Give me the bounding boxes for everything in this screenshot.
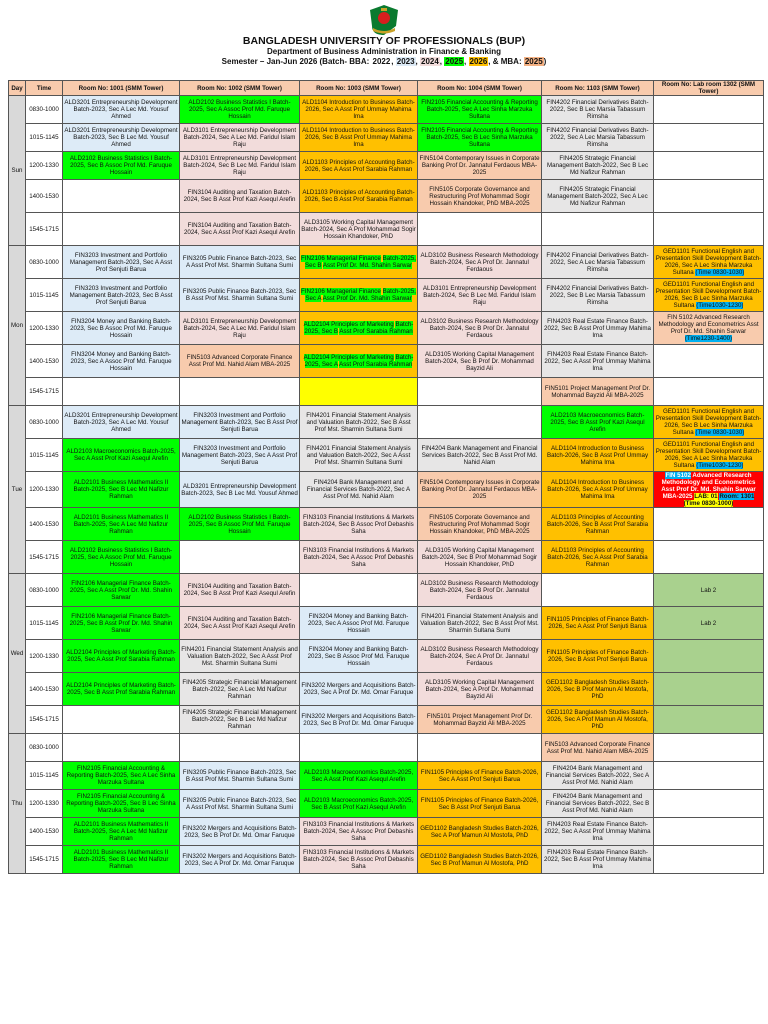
table-row bbox=[9, 345, 764, 378]
class-cell: ALD2104 Principles of Marketing Batch-2025, Sec A Asst Prof Sarabia Rahman bbox=[63, 640, 180, 673]
class-cell: FIN5103 Advanced Corporate Finance Asst Prof Md. Nahid Alam MBA-2025 bbox=[180, 345, 300, 378]
class-cell: ALD2102 Business Statistics I Batch-2025, Sec B Assoc Prof Md. Faruque Hossain bbox=[63, 152, 180, 180]
lab-cell: Lab 2 bbox=[654, 574, 764, 607]
class-cell: FIN4205 Strategic Financial Management Batch-2022, Sec B Lec Md Nafizur Rahman bbox=[542, 152, 654, 180]
class-cell: ALD2103 Macroeconomics Batch-2025, Sec B Asst Prof Kazi Asequl Arefin bbox=[300, 790, 418, 818]
table-row bbox=[9, 640, 764, 673]
class-cell: FIN2105 Financial Accounting & Reporting Batch-2025, Sec B Lec Sinha Marzuka Sultana bbox=[418, 124, 542, 152]
time-cell: 0830-1000 bbox=[26, 406, 63, 439]
course-teacher: Asst Prof Dr. Md. Shahin Sarwar bbox=[322, 295, 412, 302]
table-row bbox=[9, 246, 764, 279]
course-info: FIN 5102 Advanced Research Methodology and Econometrics Asst Prof Dr. Md. Shahin Sarwar bbox=[658, 314, 759, 335]
empty-cell bbox=[654, 846, 764, 874]
course-batch: Batch-2025, Sec B bbox=[305, 255, 416, 269]
time-cell: 1400-1530 bbox=[26, 508, 63, 541]
class-cell: FIN3204 Money and Banking Batch-2023, Sec B Assoc Prof Md. Faruque Hossain bbox=[300, 640, 418, 673]
table-row bbox=[9, 378, 764, 406]
class-cell: FIN3203 Investment and Portfolio Management Batch-2023, Sec B Asst Prof Senjuti Barua bbox=[180, 406, 300, 439]
day-mon: Mon bbox=[9, 246, 26, 406]
class-cell: FIN4201 Financial Statement Analysis and Valuation Batch-2022, Sec B Asst Prof Mst. Sharmin Sultana Sumi bbox=[300, 406, 418, 439]
empty-cell bbox=[180, 541, 300, 574]
lab-cell bbox=[654, 673, 764, 706]
col-time: Time bbox=[26, 81, 63, 96]
table-row bbox=[9, 607, 764, 640]
empty-cell bbox=[180, 378, 300, 406]
class-cell: ALD3105 Working Capital Management Batch-2024, Sec B Prof Mohammad Sogir Hossain Khandoker, PhD bbox=[418, 541, 542, 574]
class-cell bbox=[300, 279, 418, 312]
table-row bbox=[9, 96, 764, 124]
class-cell: FIN5105 Corporate Governance and Restructuring Prof Mohammad Sogir Hossain Khandoker, PhD MBA-2025 bbox=[418, 180, 542, 213]
course-time: (Time1030-1230) bbox=[696, 462, 744, 469]
class-cell: ALD1104 Introduction to Business Batch-2026, Sec B Asst Prof Ummay Mahima Ima bbox=[542, 439, 654, 472]
empty-cell bbox=[418, 734, 542, 762]
empty-cell bbox=[63, 378, 180, 406]
mba-prefix: , & MBA: bbox=[488, 57, 524, 66]
class-cell bbox=[654, 439, 764, 472]
course-info: GED1101 Functional English and Presentation Skill Development Batch-2026, Sec A Lec Sinha Marzuka Sultana bbox=[655, 441, 762, 469]
course-time: (Time1030-1230) bbox=[696, 302, 744, 309]
time-cell: 1545-1715 bbox=[26, 213, 63, 246]
class-cell: FIN3103 Financial Institutions & Markets Batch-2024, Sec A Assoc Prof Debashis Saha bbox=[300, 818, 418, 846]
batch-2025: 2025 bbox=[445, 57, 464, 66]
time-cell: 1545-1715 bbox=[26, 541, 63, 574]
class-cell: FIN4203 Real Estate Finance Batch-2022, Sec A Asst Prof Ummay Mahima Ima bbox=[542, 818, 654, 846]
time-cell: 1545-1715 bbox=[26, 706, 63, 734]
class-cell: ALD1103 Principles of Accounting Batch-2026, Sec B Asst Prof Sarabia Rahman bbox=[542, 508, 654, 541]
empty-cell bbox=[654, 541, 764, 574]
class-cell: FIN4202 Financial Derivatives Batch-2022, Sec A Lec Marsia Tabassum Rimsha bbox=[542, 246, 654, 279]
day-tue: Tue bbox=[9, 406, 26, 574]
class-cell: ALD2102 Business Statistics I Batch-2025, Sec A Assoc Prof Md. Faruque Hossain bbox=[63, 541, 180, 574]
lab-label: LAB: 01 bbox=[694, 493, 718, 500]
class-cell: FIN5103 Advanced Corporate Finance Asst Prof Md. Nahid Alam MBA-2025 bbox=[542, 734, 654, 762]
time-cell: 1400-1530 bbox=[26, 345, 63, 378]
class-cell: FIN1105 Principles of Finance Batch-2026, Sec A Asst Prof Senjuti Barua bbox=[418, 762, 542, 790]
class-cell: FIN3202 Mergers and Acquisitions Batch-2023, Sec A Prof Dr. Md. Omar Faruque bbox=[300, 673, 418, 706]
department-name: Department of Business Administration in Finance & Banking bbox=[267, 47, 501, 56]
empty-cell bbox=[63, 706, 180, 734]
class-cell: FIN3104 Auditing and Taxation Batch-2024, Sec A Asst Prof Kazi Asequl Arefin bbox=[180, 607, 300, 640]
table-row bbox=[9, 152, 764, 180]
room-label: Room: 1301 bbox=[719, 493, 755, 500]
university-title: BANGLADESH UNIVERSITY OF PROFESSIONALS (BUP) bbox=[242, 35, 526, 47]
table-row bbox=[9, 439, 764, 472]
empty-cell bbox=[654, 213, 764, 246]
class-cell: ALD3105 Working Capital Management Batch-2024, Sec A Prof Mohammad Sogir Hossain Khandoker, PhD bbox=[300, 213, 418, 246]
course-time: (Time 0830-1030) bbox=[695, 269, 745, 276]
table-row bbox=[9, 846, 764, 874]
class-cell: FIN3205 Public Finance Batch-2023, Sec A Asst Prof Mst. Sharmin Sultana Sumi bbox=[180, 246, 300, 279]
schedule-table bbox=[8, 80, 764, 874]
course-title: ALD2104 Principles of Marketing bbox=[303, 321, 394, 328]
class-cell: FIN4202 Financial Derivatives Batch-2022, Sec A Lec Marsia Tabassum Rimsha bbox=[542, 124, 654, 152]
table-row bbox=[9, 508, 764, 541]
class-cell: FIN4203 Real Estate Finance Batch-2022, Sec B Asst Prof Ummay Mahima Ima bbox=[542, 312, 654, 345]
class-cell: FIN3203 Investment and Portfolio Management Batch-2023, Sec B Asst Prof Senjuti Barua bbox=[63, 279, 180, 312]
time-cell: 0830-1000 bbox=[26, 734, 63, 762]
class-cell: FIN3205 Public Finance Batch-2023, Sec B Asst Prof Mst. Sharmin Sultana Sumi bbox=[180, 762, 300, 790]
day-thu: Thu bbox=[9, 734, 26, 874]
empty-cell bbox=[654, 762, 764, 790]
empty-cell bbox=[180, 734, 300, 762]
class-cell: FIN4201 Financial Statement Analysis and Valuation Batch-2022, Sec A Asst Prof Mst. Sharmin Sultana Sumi bbox=[300, 439, 418, 472]
class-cell: FIN4203 Real Estate Finance Batch-2022, Sec A Asst Prof Ummay Mahima Ima bbox=[542, 345, 654, 378]
class-cell: FIN4203 Real Estate Finance Batch-2022, Sec B Asst Prof Ummay Mahima Ima bbox=[542, 846, 654, 874]
course-time: (Time 0830-1030) bbox=[695, 429, 745, 436]
table-row bbox=[9, 279, 764, 312]
course-time: (Time1230-1400) bbox=[684, 335, 733, 342]
class-cell: ALD3105 Working Capital Management Batch-2024, Sec A Prof Dr. Mohammad Bayzid Ali bbox=[418, 673, 542, 706]
class-cell: ALD3201 Entrepreneurship Development Batch-2023, Sec B Lec Md. Yousuf Ahmed bbox=[63, 124, 180, 152]
col-day: Day bbox=[9, 81, 26, 96]
semester-line: Semester – Jan-Jun 2026 (Batch- BBA: 2022, 2023, 2024, 2025, 2026, & MBA: 2025) bbox=[221, 57, 547, 66]
class-cell: ALD3105 Working Capital Management Batch-2024, Sec B Prof Dr. Mohammad Bayzid Ali bbox=[418, 345, 542, 378]
class-cell: GED1102 Bangladesh Studies Batch-2026, Sec A Prof Mamun Al Mostofa, PhD bbox=[418, 818, 542, 846]
empty-cell bbox=[63, 180, 180, 213]
empty-cell bbox=[542, 213, 654, 246]
class-cell: GED1102 Bangladesh Studies Batch-2026, Sec B Prof Mamun Al Mostofa, PhD bbox=[418, 846, 542, 874]
class-cell: FIN3104 Auditing and Taxation Batch-2024, Sec A Asst Prof Kazi Asequl Arefin bbox=[180, 213, 300, 246]
class-cell: FIN1105 Principles of Finance Batch-2026, Sec B Asst Prof Senjuti Barua bbox=[542, 640, 654, 673]
batch-2026: 2026 bbox=[469, 57, 488, 66]
lab-cell: Lab 2 bbox=[654, 607, 764, 640]
col-room-1004: Room No: 1004 (SMM Tower) bbox=[418, 81, 542, 96]
lab-cell bbox=[654, 640, 764, 673]
class-cell: FIN3104 Auditing and Taxation Batch-2024, Sec B Asst Prof Kazi Asequl Arefin bbox=[180, 180, 300, 213]
empty-cell bbox=[300, 378, 418, 406]
course-info: GED1101 Functional English and Presentation Skill Development Batch-2026, Sec A Lec Sinha Marzuka Sultana bbox=[655, 248, 762, 276]
class-cell bbox=[654, 279, 764, 312]
class-cell: ALD1103 Principles of Accounting Batch-2026, Sec B Asst Prof Sarabia Rahman bbox=[300, 180, 418, 213]
class-cell: FIN3204 Money and Banking Batch-2023, Sec A Assoc Prof Md. Faruque Hossain bbox=[300, 607, 418, 640]
class-cell: ALD3102 Business Research Methodology Batch-2024, Sec A Prof Dr. Jannatul Ferdaous bbox=[418, 246, 542, 279]
table-row bbox=[9, 790, 764, 818]
batch-2022: 2022 bbox=[372, 57, 391, 66]
class-cell: ALD2101 Business Mathematics II Batch-2025, Sec B Lec Md Nafizur Rahman bbox=[63, 846, 180, 874]
time-cell: 0830-1000 bbox=[26, 574, 63, 607]
class-cell: FIN4205 Strategic Financial Management Batch-2022, Sec B Lec Md Nafizur Rahman bbox=[180, 706, 300, 734]
course-title: ALD2104 Principles of Marketing bbox=[303, 354, 394, 361]
class-cell bbox=[654, 312, 764, 345]
class-cell bbox=[300, 246, 418, 279]
col-room-1302: Room No: Lab room 1302 (SMM Tower) bbox=[654, 81, 764, 96]
class-cell: FIN5105 Corporate Governance and Restructuring Prof Mohammad Sogir Hossain Khandoker, PhD MBA-2025 bbox=[418, 508, 542, 541]
class-cell: FIN3203 Investment and Portfolio Management Batch-2023, Sec A Asst Prof Senjuti Barua bbox=[180, 439, 300, 472]
class-cell: ALD2103 Macroeconomics Batch-2025, Sec A Asst Prof Kazi Asequl Arefin bbox=[300, 762, 418, 790]
class-cell: ALD3102 Business Research Methodology Batch-2024, Sec B Prof Dr. Jannatul Ferdaous bbox=[418, 574, 542, 607]
class-cell: GED1102 Bangladesh Studies Batch-2026, Sec B Prof Mamun Al Mostofa, PhD bbox=[542, 673, 654, 706]
semester-close: ) bbox=[543, 57, 547, 66]
time-cell: 1015-1145 bbox=[26, 762, 63, 790]
class-cell: ALD1104 Introduction to Business Batch-2026, Sec A Asst Prof Ummay Mahima Ima bbox=[542, 472, 654, 508]
class-cell: ALD3101 Entrepreneurship Development Batch-2024, Sec B Lec Md. Faridul Islam Raju bbox=[418, 279, 542, 312]
class-cell: FIN3103 Financial Institutions & Markets Batch-2024, Sec A Assoc Prof Debashis Saha bbox=[300, 541, 418, 574]
time-cell: 1545-1715 bbox=[26, 846, 63, 874]
empty-cell bbox=[654, 96, 764, 124]
time-cell: 0830-1000 bbox=[26, 96, 63, 124]
class-cell: FIN4204 Bank Management and Financial Services Batch-2022, Sec B Asst Prof Md. Nahid Alam bbox=[418, 439, 542, 472]
class-cell: ALD3101 Entrepreneurship Development Batch-2024, Sec A Lec Md. Faridul Islam Raju bbox=[180, 312, 300, 345]
time-cell: 1015-1145 bbox=[26, 279, 63, 312]
table-row bbox=[9, 213, 764, 246]
table-row bbox=[9, 818, 764, 846]
empty-cell bbox=[654, 734, 764, 762]
empty-cell bbox=[300, 734, 418, 762]
class-cell: ALD3201 Entrepreneurship Development Batch-2023, Sec A Lec Md. Yousuf Ahmed bbox=[63, 96, 180, 124]
course-batch: Batch-2025, Sec A bbox=[304, 354, 414, 368]
time-cell: 1200-1330 bbox=[26, 312, 63, 345]
class-cell: FIN5101 Project Management Prof Dr. Mohammad Bayzid Ali MBA-2025 bbox=[542, 378, 654, 406]
table-row bbox=[9, 734, 764, 762]
class-cell: FIN1105 Principles of Finance Batch-2026, Sec A Asst Prof Senjuti Barua bbox=[542, 607, 654, 640]
class-cell: FIN4205 Strategic Financial Management Batch-2022, Sec A Lec Md Nafizur Rahman bbox=[180, 673, 300, 706]
class-cell: ALD1104 Introduction to Business Batch-2026, Sec A Asst Prof Ummay Mahima Ima bbox=[300, 96, 418, 124]
semester-prefix: Semester – Jan-Jun 2026 (Batch- BBA: bbox=[221, 57, 372, 66]
header-row bbox=[9, 81, 764, 96]
class-cell: FIN3103 Financial Institutions & Markets Batch-2024, Sec B Assoc Prof Debashis Saha bbox=[300, 508, 418, 541]
empty-cell bbox=[654, 124, 764, 152]
empty-cell bbox=[63, 734, 180, 762]
course-teacher: Asst Prof Sarabia Rahman bbox=[339, 361, 413, 368]
class-cell: ALD2101 Business Mathematics II Batch-2025, Sec B Lec Md Nafizur Rahman bbox=[63, 472, 180, 508]
class-cell: ALD2103 Macroeconomics Batch-2025, Sec B Asst Prof Kazi Asequl Arefin bbox=[542, 406, 654, 439]
class-cell: FIN3205 Public Finance Batch-2023, Sec B Asst Prof Mst. Sharmin Sultana Sumi bbox=[180, 279, 300, 312]
empty-cell bbox=[300, 574, 418, 607]
empty-cell bbox=[418, 378, 542, 406]
class-cell: FIN5101 Project Management Prof Dr. Mohammad Bayzid Ali MBA-2025 bbox=[418, 706, 542, 734]
class-cell: FIN2105 Financial Accounting & Reporting Batch-2025, Sec B Lec Sinha Marzuka Sultana bbox=[63, 790, 180, 818]
empty-cell bbox=[654, 508, 764, 541]
class-cell: ALD3101 Entrepreneurship Development Batch-2024, Sec A Lec Md. Faridul Islam Raju bbox=[180, 124, 300, 152]
course-teacher: Asst Prof Sarabia Rahman bbox=[339, 328, 413, 335]
empty-cell bbox=[418, 213, 542, 246]
class-cell: FIN4202 Financial Derivatives Batch-2022, Sec B Lec Marsia Tabassum Rimsha bbox=[542, 96, 654, 124]
day-sun: Sun bbox=[9, 96, 26, 246]
table-row bbox=[9, 574, 764, 607]
course-info: GED1101 Functional English and Presentation Skill Development Batch-2026, Sec B Lec Sinha Marzuka Sultana bbox=[655, 281, 762, 309]
class-cell: FIN5104 Contemporary Issues in Corporate Banking Prof Dr. Jannatul Ferdaous MBA-2025 bbox=[418, 152, 542, 180]
time-cell: 1015-1145 bbox=[26, 439, 63, 472]
empty-cell bbox=[63, 213, 180, 246]
class-cell: FIN4201 Financial Statement Analysis and Valuation Batch-2022, Sec A Asst Prof Mst. Sharmin Sultana Sumi bbox=[180, 640, 300, 673]
course-teacher: Asst Prof Dr. Md. Shahin Sarwar bbox=[322, 262, 412, 269]
course-title: FIN2106 Managerial Finance bbox=[301, 255, 381, 262]
time-cell: 1400-1530 bbox=[26, 673, 63, 706]
empty-cell bbox=[654, 818, 764, 846]
class-cell: FIN1105 Principles of Finance Batch-2026, Sec B Asst Prof Senjuti Barua bbox=[418, 790, 542, 818]
class-cell: ALD1103 Principles of Accounting Batch-2026, Sec A Asst Prof Sarabia Rahman bbox=[300, 152, 418, 180]
class-cell: FIN3104 Auditing and Taxation Batch-2024, Sec B Asst Prof Kazi Asequl Arefin bbox=[180, 574, 300, 607]
table-row bbox=[9, 541, 764, 574]
table-row bbox=[9, 124, 764, 152]
table-row bbox=[9, 762, 764, 790]
time-cell: 1545-1715 bbox=[26, 378, 63, 406]
class-cell: FIN2105 Financial Accounting & Reporting Batch-2025, Sec A Lec Sinha Marzuka Sultana bbox=[418, 96, 542, 124]
class-cell bbox=[654, 472, 764, 508]
table-row bbox=[9, 472, 764, 508]
col-room-1003: Room No: 1003 (SMM Tower) bbox=[300, 81, 418, 96]
course-time: (Time 0830-1000) bbox=[683, 500, 734, 507]
time-cell: 1400-1530 bbox=[26, 180, 63, 213]
class-cell: FIN3202 Mergers and Acquisitions Batch-2023, Sec A Prof Dr. Md. Omar Faruque bbox=[180, 846, 300, 874]
class-cell: ALD2101 Business Mathematics II Batch-2025, Sec A Lec Md Nafizur Rahman bbox=[63, 818, 180, 846]
course-title: FIN2106 Managerial Finance bbox=[301, 288, 381, 295]
table-row bbox=[9, 312, 764, 345]
empty-cell bbox=[418, 406, 542, 439]
course-code: FIN 5102 bbox=[665, 472, 691, 479]
day-wed: Wed bbox=[9, 574, 26, 734]
class-cell: ALD2104 Principles of Marketing Batch-2025, Sec B Asst Prof Sarabia Rahman bbox=[63, 673, 180, 706]
course-info: Advanced Research Methodology and Econometrics Asst Prof Dr. Md. Shahin Sarwar bbox=[661, 472, 756, 493]
class-cell: ALD2103 Macroeconomics Batch-2025, Sec A Asst Prof Kazi Asequl Arefin bbox=[63, 439, 180, 472]
class-cell: FIN3202 Mergers and Acquisitions Batch-2023, Sec B Prof Dr. Md. Omar Faruque bbox=[300, 706, 418, 734]
class-cell: ALD3101 Entrepreneurship Development Batch-2024, Sec B Lec Md. Faridul Islam Raju bbox=[180, 152, 300, 180]
class-cell: ALD2102 Business Statistics I Batch-2025, Sec B Assoc Prof Md. Faruque Hossain bbox=[180, 508, 300, 541]
class-cell: FIN5104 Contemporary Issues in Corporate Banking Prof Dr. Jannatul Ferdaous MBA-2025 bbox=[418, 472, 542, 508]
table-row bbox=[9, 406, 764, 439]
class-cell: FIN3203 Investment and Portfolio Management Batch-2023, Sec A Asst Prof Senjuti Barua bbox=[63, 246, 180, 279]
class-cell: FIN3103 Financial Institutions & Markets Batch-2024, Sec B Assoc Prof Debashis Saha bbox=[300, 846, 418, 874]
bup-crest-icon bbox=[367, 4, 401, 36]
class-cell: FIN4204 Bank Management and Financial Services Batch-2022, Sec B Asst Prof Md. Nahid Alam bbox=[542, 790, 654, 818]
class-cell bbox=[300, 312, 418, 345]
class-cell bbox=[300, 345, 418, 378]
class-cell: ALD1104 Introduction to Business Batch-2026, Sec B Asst Prof Ummay Mahima Ima bbox=[300, 124, 418, 152]
class-cell: ALD2102 Business Statistics I Batch-2025, Sec A Assoc Prof Md. Faruque Hossain bbox=[180, 96, 300, 124]
class-cell: FIN3204 Money and Banking Batch-2023, Sec B Assoc Prof Md. Faruque Hossain bbox=[63, 312, 180, 345]
class-cell: ALD3201 Entrepreneurship Development Batch-2023, Sec B Lec Md. Yousuf Ahmed bbox=[180, 472, 300, 508]
class-cell bbox=[654, 406, 764, 439]
col-room-1002: Room No: 1002 (SMM Tower) bbox=[180, 81, 300, 96]
class-cell: GED1102 Bangladesh Studies Batch-2026, Sec A Prof Mamun Al Mostofa, PhD bbox=[542, 706, 654, 734]
class-cell: FIN3204 Money and Banking Batch-2023, Sec A Assoc Prof Md. Faruque Hossain bbox=[63, 345, 180, 378]
class-cell: FIN3205 Public Finance Batch-2023, Sec A Asst Prof Mst. Sharmin Sultana Sumi bbox=[180, 790, 300, 818]
col-room-1001: Room No: 1001 (SMM Tower) bbox=[63, 81, 180, 96]
batch-2024: 2024 bbox=[421, 57, 439, 66]
class-cell bbox=[654, 246, 764, 279]
class-cell: ALD3201 Entrepreneurship Development Batch-2023, Sec A Lec Md. Yousuf Ahmed bbox=[63, 406, 180, 439]
class-cell: ALD3102 Business Research Methodology Batch-2024, Sec B Prof Dr. Jannatul Ferdaous bbox=[418, 312, 542, 345]
col-room-1103: Room No: 1103 (SMM Tower) bbox=[542, 81, 654, 96]
time-cell: 1015-1145 bbox=[26, 124, 63, 152]
course-batch: Batch-2025, Sec B bbox=[304, 321, 414, 335]
empty-cell bbox=[654, 345, 764, 378]
time-cell: 1200-1330 bbox=[26, 640, 63, 673]
class-cell: FIN2106 Managerial Finance Batch-2025, Sec A Asst Prof Dr. Md. Shahin Sarwar bbox=[63, 574, 180, 607]
course-info: GED1101 Functional English and Presentation Skill Development Batch-2026, Sec B Lec Sinha Marzuka Sultana bbox=[655, 408, 762, 436]
class-cell: ALD2101 Business Mathematics II Batch-2025, Sec A Lec Md Nafizur Rahman bbox=[63, 508, 180, 541]
class-cell: FIN4205 Strategic Financial Management Batch-2022, Sec A Lec Md Nafizur Rahman bbox=[542, 180, 654, 213]
class-cell: ALD3102 Business Research Methodology Batch-2024, Sec A Prof Dr. Jannatul Ferdaous bbox=[418, 640, 542, 673]
table-row bbox=[9, 180, 764, 213]
class-cell: FIN2106 Managerial Finance Batch-2025, Sec B Asst Prof Dr. Md. Shahin Sarwar bbox=[63, 607, 180, 640]
empty-cell bbox=[654, 152, 764, 180]
time-cell: 1200-1330 bbox=[26, 472, 63, 508]
class-cell: FIN3202 Mergers and Acquisitions Batch-2023, Sec B Prof Dr. Md. Omar Faruque bbox=[180, 818, 300, 846]
class-cell: FIN4202 Financial Derivatives Batch-2022, Sec B Lec Marsia Tabassum Rimsha bbox=[542, 279, 654, 312]
time-cell: 0830-1000 bbox=[26, 246, 63, 279]
batch-2023: 2023 bbox=[396, 57, 415, 66]
class-cell: FIN2105 Financial Accounting & Reporting Batch-2025, Sec A Lec Sinha Marzuka Sultana bbox=[63, 762, 180, 790]
time-cell: 1200-1330 bbox=[26, 790, 63, 818]
time-cell: 1015-1145 bbox=[26, 607, 63, 640]
time-cell: 1200-1330 bbox=[26, 152, 63, 180]
empty-cell bbox=[542, 574, 654, 607]
page-header bbox=[0, 0, 768, 82]
class-cell: FIN4204 Bank Management and Financial Services Batch-2022, Sec A Asst Prof Md. Nahid Alam bbox=[542, 762, 654, 790]
class-cell: ALD1103 Principles of Accounting Batch-2026, Sec A Asst Prof Sarabia Rahman bbox=[542, 541, 654, 574]
class-cell: FIN4204 Bank Management and Financial Services Batch-2022, Sec A Asst Prof Md. Nahid Alam bbox=[300, 472, 418, 508]
time-cell: 1400-1530 bbox=[26, 818, 63, 846]
course-batch: Batch-2025, Sec A bbox=[305, 288, 416, 302]
table-row bbox=[9, 673, 764, 706]
table-row bbox=[9, 706, 764, 734]
empty-cell bbox=[654, 790, 764, 818]
class-cell: FIN4201 Financial Statement Analysis and Valuation Batch-2022, Sec B Asst Prof Mst. Sharmin Sultana Sumi bbox=[418, 607, 542, 640]
lab-cell bbox=[654, 706, 764, 734]
empty-cell bbox=[654, 378, 764, 406]
course-batch: MBA-2025 bbox=[662, 493, 693, 500]
empty-cell bbox=[654, 180, 764, 213]
mba-batch: 2025 bbox=[524, 57, 543, 66]
